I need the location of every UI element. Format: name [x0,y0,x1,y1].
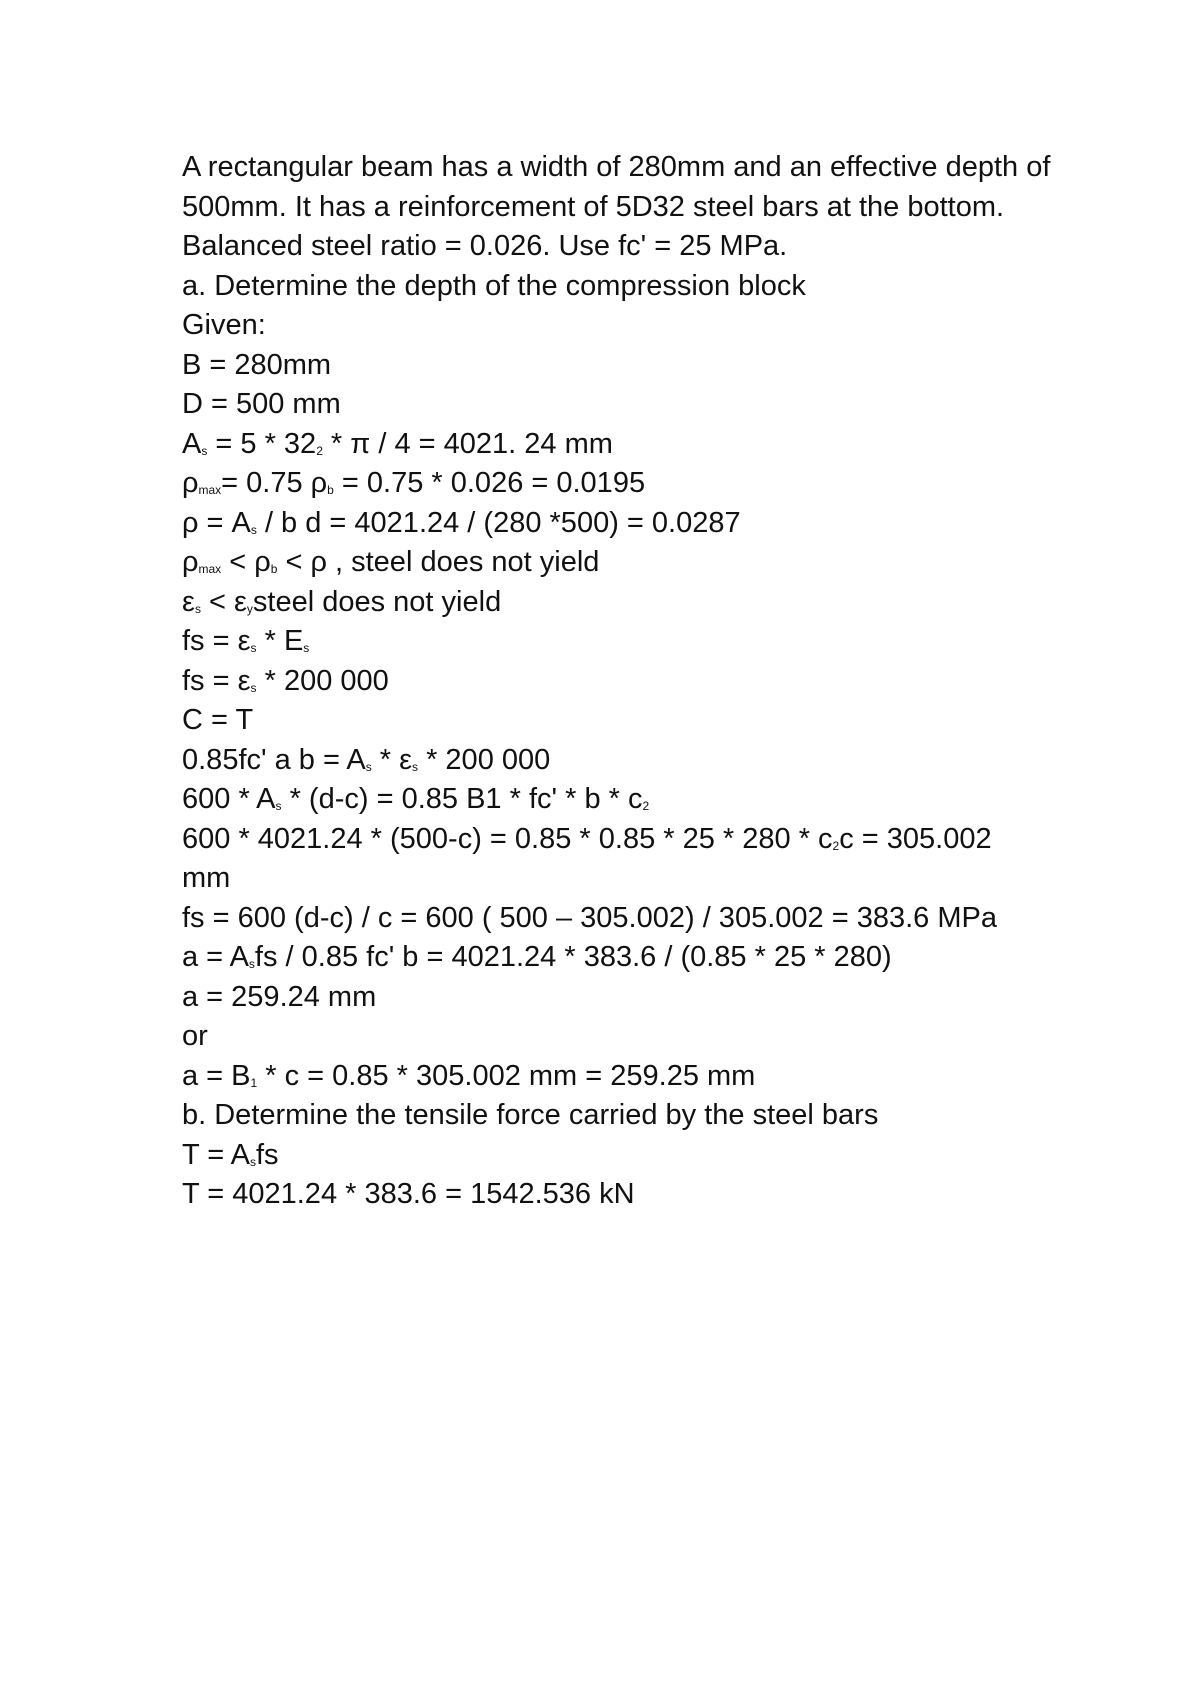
rho-compare-line: ρmax < ρb < ρ , steel does not yield [182,546,600,578]
t-formula-line: T = Asfs [182,1138,279,1171]
a-formula-line: a = Asfs / 0.85 fc' b = 4021.24 * 383.6 / (0.85 * 25 * 280) [182,941,892,973]
fs-value-line: fs = εs * 200 000 [182,664,389,697]
equilibrium-line: 0.85fc' a b = As * εs * 200 000 [182,743,551,776]
fs-calc-line: fs = 600 (d-c) / c = 600 ( 500 – 305.002) / 305.002 = 383.6 MPa [182,901,997,934]
given-label: Given: [182,309,266,341]
rho-line: ρ = As / b d = 4021.24 / (280 *500) = 0.0287 [182,506,741,539]
fs-formula-line: fs = εs * Es [182,625,310,657]
width-given: B = 280mm [182,348,332,381]
rho-max-line: ρmax= 0.75 ρb = 0.75 * 0.026 = 0.0195 [182,467,646,499]
steel-area-line: As = 5 * 322 * π / 4 = 4021. 24 mm [182,427,613,460]
part-b-heading: b. Determine the tensile force carried by the steel bars [182,1099,879,1131]
part-a-heading: a. Determine the depth of the compression block [182,269,806,302]
quadratic-formula-line: 600 * As * (d-c) = 0.85 B1 * fc' * b * c2 [182,783,650,815]
t-result-line: T = 4021.24 * 383.6 = 1542.536 kN [182,1178,635,1210]
document-content [182,148,1062,1215]
problem-statement: A rectangular beam has a width of 280mm and an effective depth of 500mm. It has a reinforcement of 5D32 steel bars at the bottom. Balanced steel ratio = 0.026. Use fc' = 25 MPa. [182,151,1051,262]
quadratic-substitution-line: 600 * 4021.24 * (500-c) = 0.85 * 0.85 * 25 * 280 * c2c = 305.002 [182,822,992,855]
strain-compare-line: εs < εysteel does not yield [182,585,502,618]
depth-given: D = 500 mm [182,388,341,420]
a-alt-line: a = B1 * c = 0.85 * 305.002 mm = 259.25 mm [182,1059,756,1092]
a-result-line: a = 259.24 mm [182,980,377,1013]
or-line: or [182,1020,208,1052]
equilibrium-heading: C = T [182,704,254,736]
quadratic-unit-line: mm [182,862,231,894]
